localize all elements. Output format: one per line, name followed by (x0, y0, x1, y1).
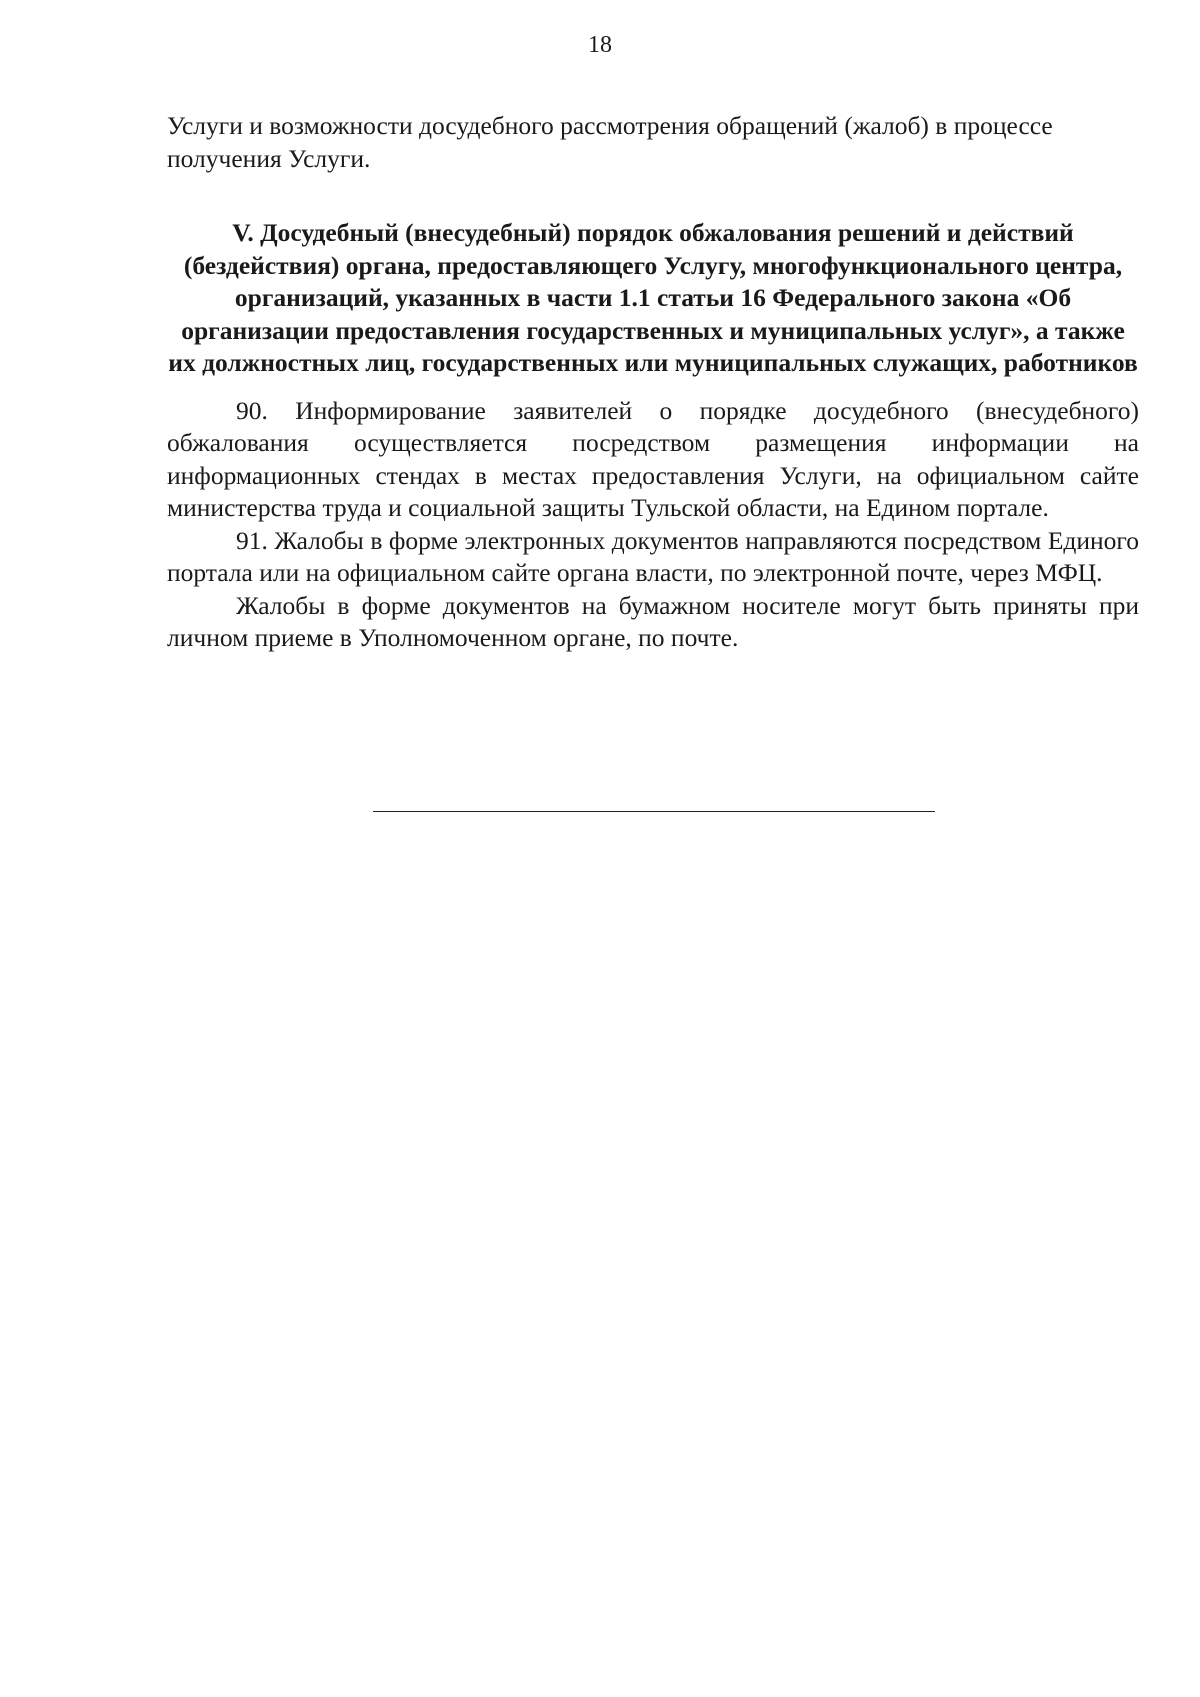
section-heading: V. Досудебный (внесудебный) порядок обжалования решений и действий (бездействия) органа, предоставляющего Услугу, многофункционального центра, организаций, указанных в части 1.1 статьи 16 Федерального закона «Об организации предоставления государственных и муниципальных услуг», а также их должностных лиц, государственных или муниципальных служащих, работников (168, 218, 1138, 377)
paragraph-91-continued: Жалобы в форме документов на бумажном носителе могут быть приняты при личном приеме в Уполномоченном органе, по почте. (167, 590, 1139, 652)
document-body (167, 110, 1139, 655)
end-of-document-rule (373, 811, 935, 812)
intro-paragraph: Услуги и возможности досудебного рассмотрения обращений (жалоб) в процессе получения Услуги. (167, 111, 1053, 173)
page-number: 18 (588, 32, 612, 58)
paragraph-90: 90. Информирование заявителей о порядке досудебного (внесудебного) обжалования осуществляется посредством размещения информации на информационных стендах в местах предоставления Услуги, на официальном сайте министерства труда и социальной защиты Тульской области, на Едином портале. (167, 395, 1139, 522)
paragraph-91: 91. Жалобы в форме электронных документов направляются посредством Единого портала или на официальном сайте органа власти, по электронной почте, через МФЦ. (167, 525, 1139, 587)
